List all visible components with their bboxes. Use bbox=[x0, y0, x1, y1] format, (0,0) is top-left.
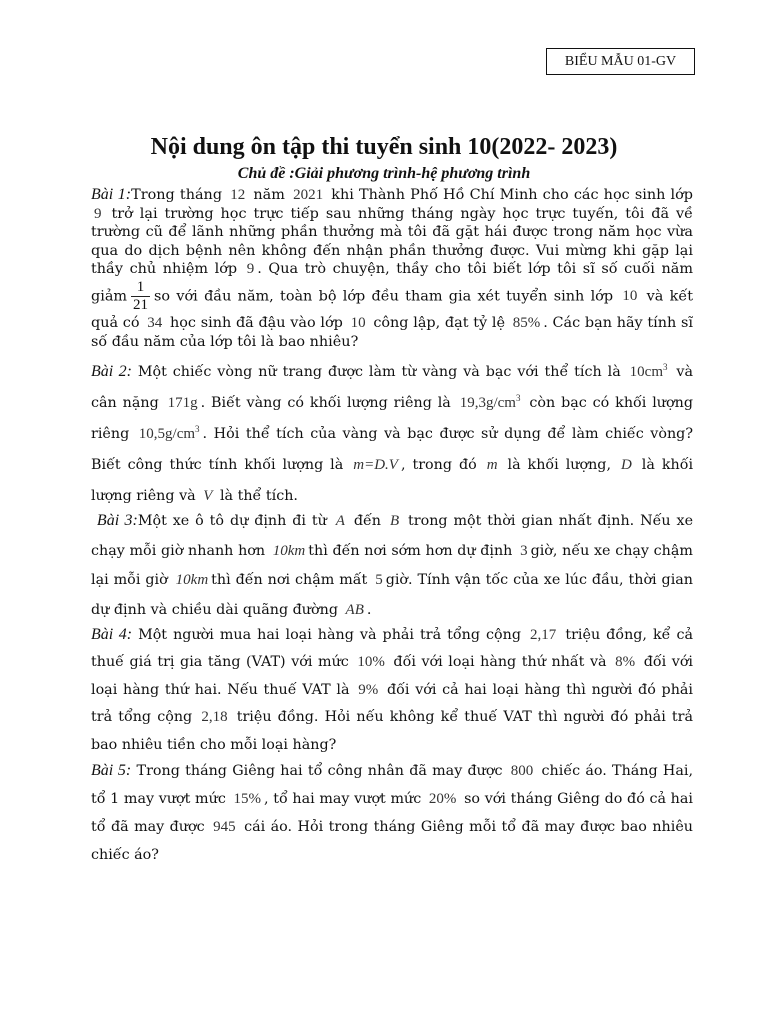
exercise-text: là khối lượng, bbox=[507, 457, 611, 473]
exercise-label: Bài 4: bbox=[91, 626, 133, 643]
math-value: 9 bbox=[94, 205, 102, 222]
exercise-text: Trong tháng Giêng hai tổ công nhân đã may được bbox=[136, 763, 503, 779]
math-value: 2,17 bbox=[530, 627, 557, 643]
math-value: 171g bbox=[167, 395, 198, 411]
math-variable: m bbox=[486, 457, 498, 473]
math-value: 20% bbox=[428, 791, 457, 807]
exercise-text: . Biết vàng có khối lượng riêng là bbox=[200, 395, 451, 411]
math-value: 10% bbox=[357, 654, 385, 671]
math-variable: B bbox=[389, 513, 400, 529]
math-value-base: 10,5g/cm bbox=[138, 426, 196, 442]
exercise-text: so với tháng Giêng do đó cả hai tổ đã may được bbox=[91, 791, 693, 835]
exercise-label: Bài 2: bbox=[91, 363, 132, 380]
math-exponent: 3 bbox=[195, 424, 200, 434]
math-value: 15% bbox=[233, 791, 261, 807]
math-value bbox=[457, 395, 524, 411]
exercise-text: Một người mua hai loại hàng và phải trả tổng cộng bbox=[138, 627, 522, 643]
document-title: Nội dung ôn tập thi tuyển sinh 10(2022- 2023) bbox=[150, 134, 618, 160]
math-value: 3 bbox=[520, 542, 528, 559]
exercise-text: học sinh đã đậu vào lớp bbox=[169, 314, 343, 331]
exercise-text: so với đầu năm, toàn bộ lớp đều tham gia xét tuyển sinh lớp bbox=[154, 288, 614, 305]
math-exponent: 3 bbox=[515, 393, 521, 403]
math-value: 8% bbox=[615, 654, 636, 671]
math-formula: m=D.V bbox=[353, 457, 398, 473]
exercise-text: là thể tích. bbox=[219, 488, 298, 504]
exercise-text: , tổ hai may vượt mức bbox=[264, 791, 422, 807]
exercise-text: là khối lượng riêng và bbox=[91, 457, 694, 504]
math-value: 800 bbox=[510, 763, 534, 779]
math-value: 85% bbox=[512, 314, 541, 331]
math-variable: AB bbox=[345, 601, 364, 618]
math-value: 34 bbox=[147, 314, 163, 331]
math-value: 10 bbox=[622, 288, 638, 305]
exercise-text: . bbox=[366, 601, 372, 618]
exercise-text: giờ. Tính vận tốc của xe lúc đầu, thời gian dự định và chiều dài quãng đường bbox=[91, 572, 694, 618]
math-value: 10km bbox=[175, 572, 209, 588]
math-value: 2021 bbox=[293, 187, 324, 203]
math-value: 9 bbox=[246, 261, 255, 278]
exercise-text: Trong tháng bbox=[131, 187, 223, 203]
exercise-text: thì đến nơi chậm mất bbox=[211, 572, 368, 588]
fraction bbox=[131, 279, 150, 314]
exercise-4 bbox=[91, 621, 693, 759]
exercise-text: Một chiếc vòng nữ trang được làm từ vàng và bạc với thể tích là bbox=[137, 364, 621, 380]
exercise-text: triệu đồng, kể cả thuế giá trị gia tăng (VAT) với mức bbox=[91, 627, 694, 671]
fraction-numerator: 1 bbox=[131, 279, 150, 297]
math-variable: V bbox=[203, 488, 213, 504]
math-exponent: 3 bbox=[662, 362, 668, 372]
fraction-denominator: 21 bbox=[133, 296, 149, 313]
exercise-text: Một xe ô tô dự định đi từ bbox=[137, 513, 327, 529]
form-label-box bbox=[546, 48, 695, 75]
exercise-text: . Qua trò chuyện, thầy cho tôi biết lớp tôi sĩ số cuối năm giảm bbox=[91, 261, 693, 305]
exercise-text: còn bạc có khối lượng riêng bbox=[91, 395, 693, 442]
exercise-text: khi Thành Phố Hồ Chí Minh cho các học sinh lớp bbox=[331, 187, 694, 203]
exercise-text: đối với loại hàng thứ hai. Nếu thuế VAT là bbox=[91, 654, 693, 698]
exercise-1 bbox=[91, 186, 693, 351]
exercise-text: trở lại trường học trực tiếp sau những tháng ngày học trực tuyến, tôi đã về trường cũ để lãnh những phần thưởng mà tôi đã gặt hái được trong năm học vừa qua do dịch bệnh nên không đến nhận phần thưởng được. Vui mừng khi gặp lại thầy chủ nhiệm lớp bbox=[91, 205, 694, 278]
exercise-text: . Các bạn hãy tính sĩ số đầu năm của lớp tôi là bao nhiêu? bbox=[91, 314, 694, 350]
math-value: 9% bbox=[358, 681, 379, 698]
exercise-text: đến bbox=[353, 513, 382, 529]
math-value: 10km bbox=[272, 542, 306, 559]
exercise-text: cái áo. Hỏi trong tháng Giêng mỗi tổ đã may được bao nhiêu chiếc áo? bbox=[91, 819, 693, 863]
math-variable: D bbox=[620, 457, 632, 473]
exercise-text: công lập, đạt tỷ lệ bbox=[373, 314, 505, 331]
exercise-label: Bài 5: bbox=[91, 762, 132, 779]
document-subtitle: Chủ đề :Giải phương trình-hệ phương trình bbox=[237, 165, 531, 182]
exercise-2 bbox=[91, 356, 693, 512]
exercise-text: triệu đồng. Hỏi nếu không kể thuế VAT thì người đó phải trả bao nhiêu tiền cho mỗi loại hàng? bbox=[91, 709, 694, 753]
exercise-text: chiếc áo. Tháng Hai, tổ 1 may vượt mức bbox=[91, 763, 694, 807]
form-label: BIỂU MẪU 01-GV bbox=[564, 54, 677, 69]
math-value bbox=[136, 426, 203, 442]
exercise-text: năm bbox=[253, 187, 285, 203]
math-value: 2,18 bbox=[201, 709, 228, 726]
exercise-text: đối với cả hai loại hàng thì người đó phải trả tổng cộng bbox=[91, 681, 693, 726]
math-value-base: 19,3g/cm bbox=[459, 395, 516, 411]
exercise-text: và cân nặng bbox=[91, 364, 694, 411]
exercise-text: giờ, nếu xe chạy chậm lại mỗi giờ bbox=[91, 542, 693, 588]
exercise-3 bbox=[91, 506, 693, 625]
math-value bbox=[627, 364, 671, 380]
math-value: 10 bbox=[350, 314, 366, 331]
math-value: 5 bbox=[375, 572, 383, 588]
exercise-label: Bài 3: bbox=[96, 512, 138, 529]
exercise-text: . Hỏi thể tích của vàng và bạc được sử dụng để làm chiếc vòng? Biết công thức tính khối lượng là bbox=[91, 426, 693, 473]
exercise-text: và kết quả có bbox=[91, 288, 693, 331]
math-variable: A bbox=[335, 513, 345, 529]
exercise-label: Bài 1: bbox=[91, 186, 132, 203]
exercise-text: thì đến nơi sớm hơn dự định bbox=[308, 542, 513, 559]
exercise-text: đối với loại hàng thứ nhất và bbox=[393, 654, 607, 671]
math-value: 12 bbox=[230, 187, 246, 203]
math-value-base: 10cm bbox=[629, 364, 663, 380]
exercise-text: , trong đó bbox=[400, 457, 477, 473]
exercise-5 bbox=[91, 757, 693, 869]
exercise-text: trong một thời gian nhất định. Nếu xe chạy mỗi giờ nhanh hơn bbox=[91, 513, 694, 559]
math-value: 945 bbox=[213, 819, 236, 835]
